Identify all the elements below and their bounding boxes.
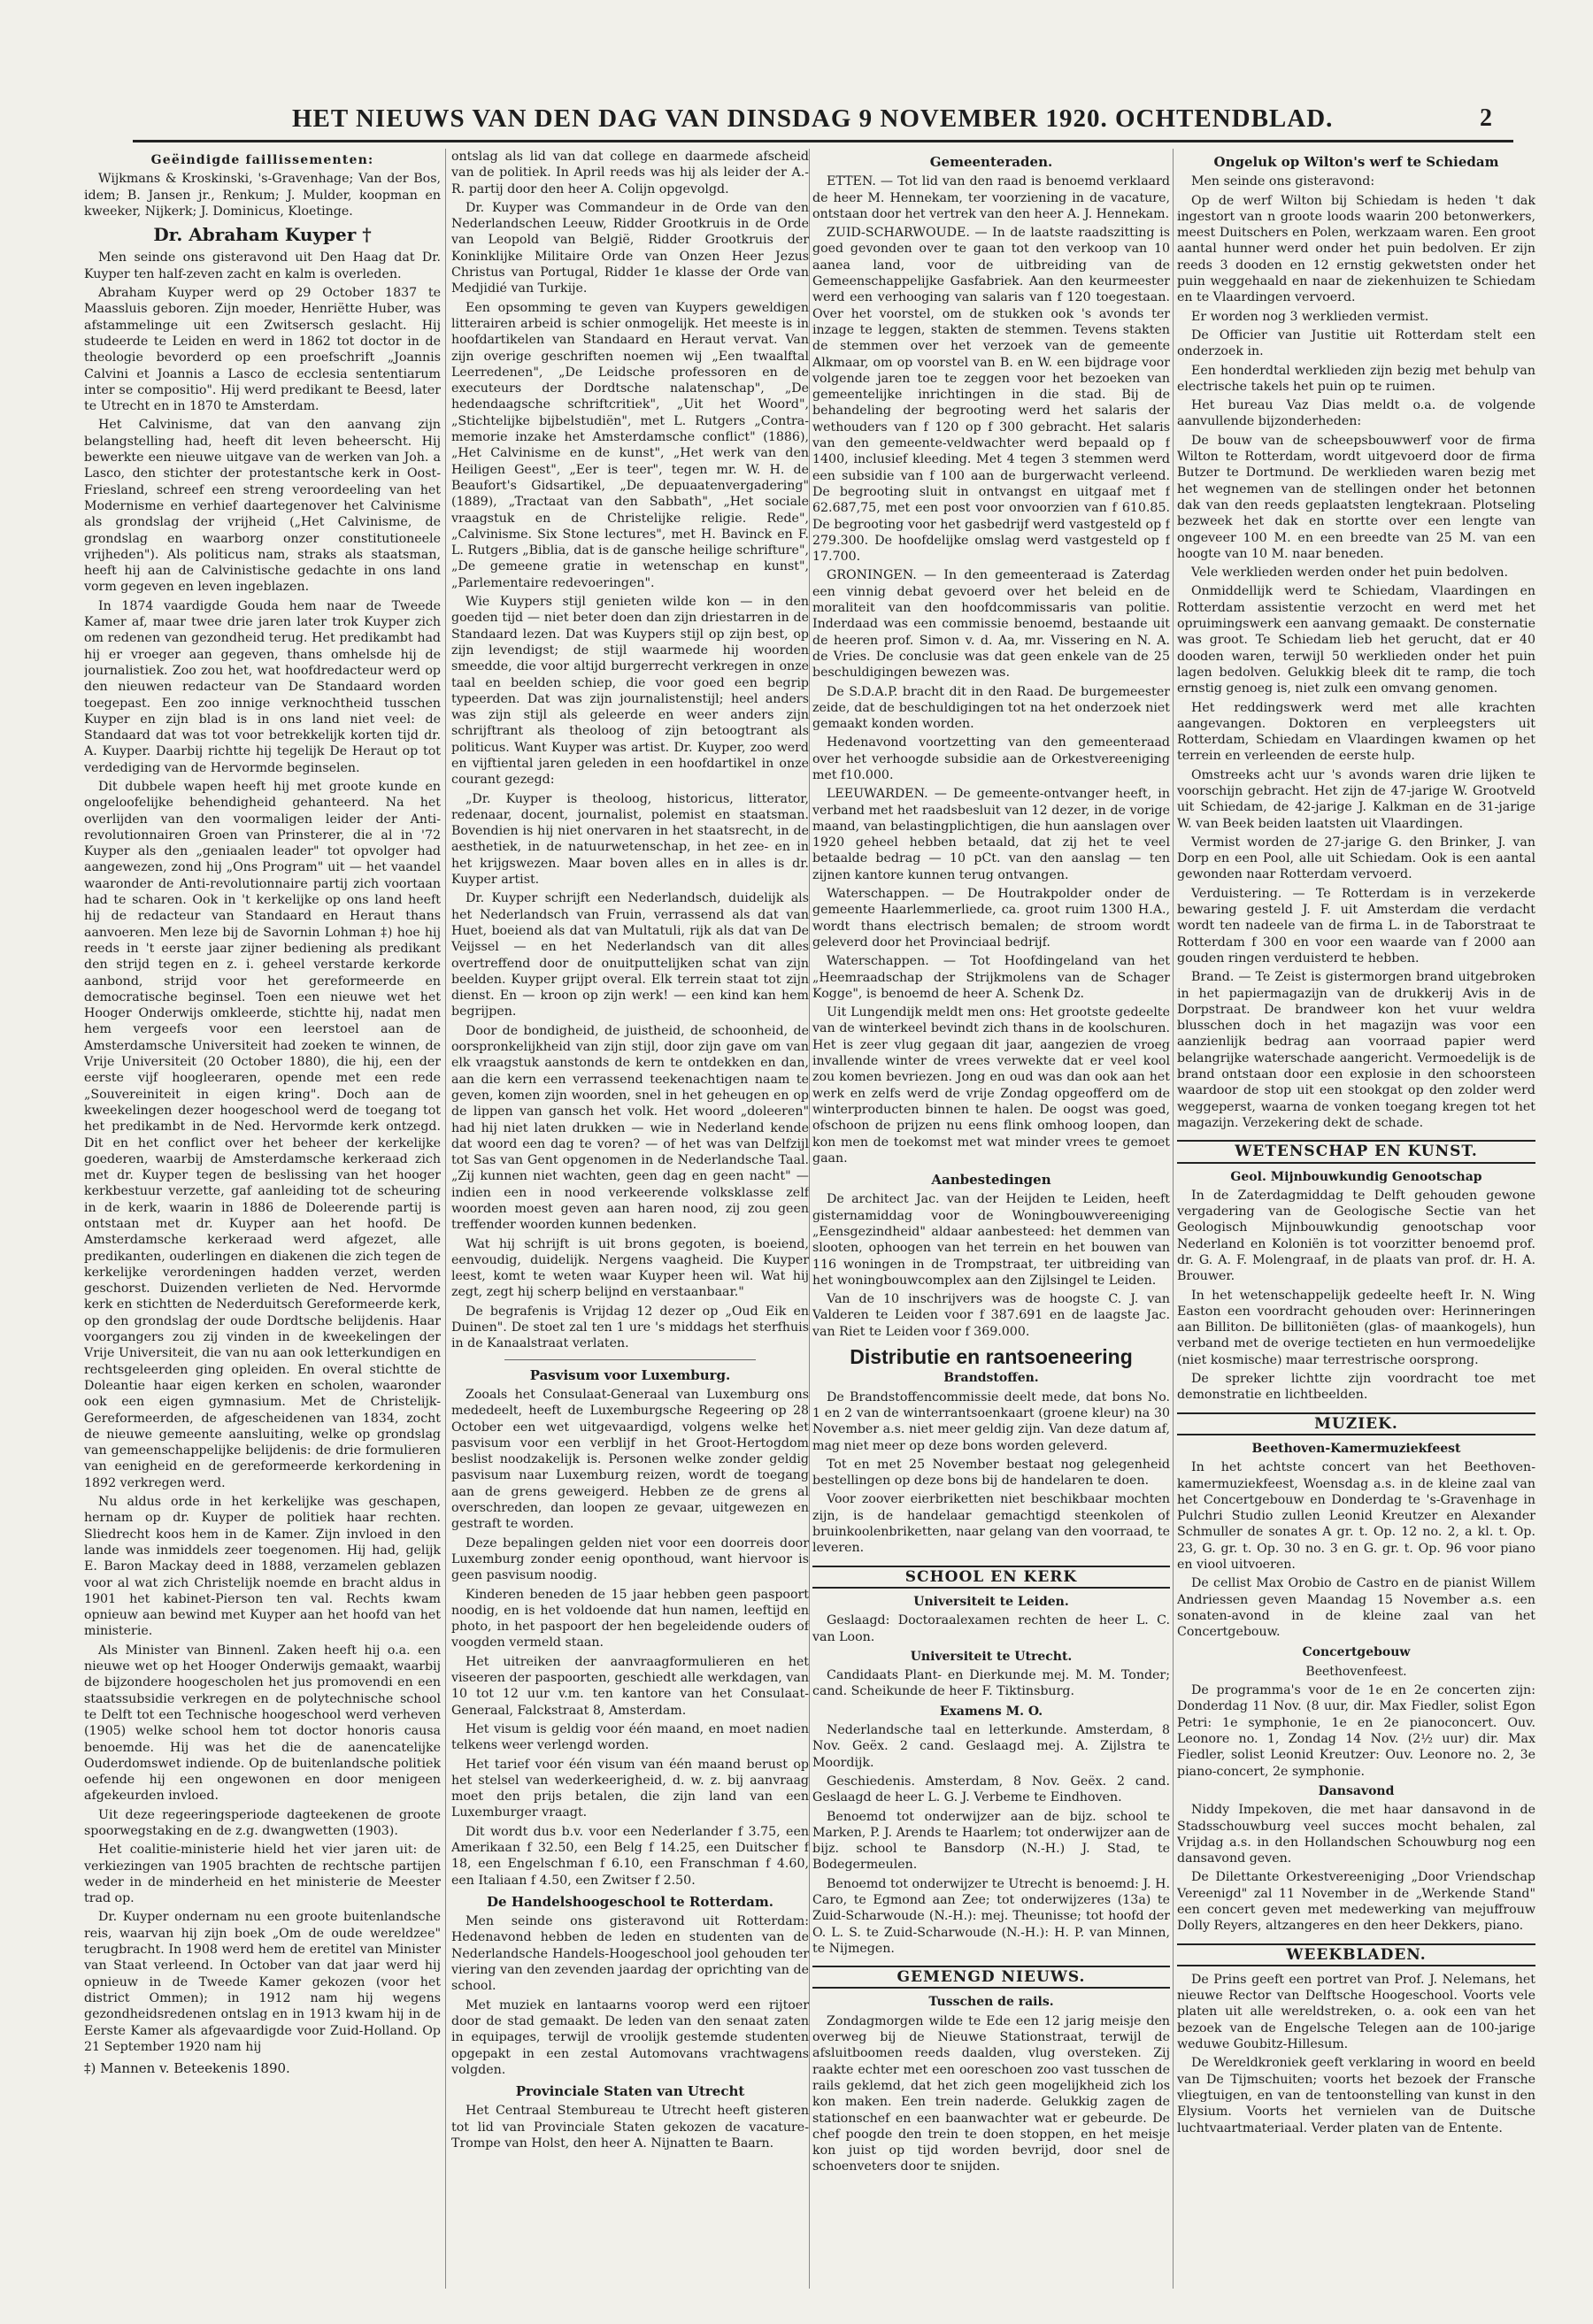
paragraph: De Prins geeft een portret van Prof. J. Nelemans, het nieuwe Rector van Delftsche Hoogeschool. Voorts vele platen uit alle wereldstreken, o. a. ook een van het bezoek van de Engelsche Telegen aan de 100-jarige weduwe Goubitz-Hillesum. [1177,1972,1535,2052]
paragraph: Een honderdtal werklieden zijn bezig met behulp van electrische takels het puin op te ruimen. [1177,363,1535,394]
paragraph: ETTEN. — Tot lid van den raad is benoemd verklaard de heer M. Hennekam, ter voorziening in de vacature, ontstaan door het vertrek van den heer A. J. Hennekam. [812,174,1170,221]
column-3 [812,149,1170,2289]
paragraph: Verduistering. — Te Rotterdam is in verzekerde bewaring gesteld J. F. uit Amsterdam die verdacht wordt ten nadeele van de firma L. in de Taborstraat te Rotterdam f 300 en voor een waarde van f 2000 aan gouden ringen verduisterd te hebben. [1177,886,1535,966]
paragraph: Men seinde ons gisteravond uit Den Haag dat Dr. Kuyper ten half-zeven zacht en kalm is overleden. [84,250,441,281]
paragraph: De Dilettante Orkestvereeniging „Door Vriendschap Vereenigd" zal 11 November in de „Werkende Stand" een concert geven met medewerking van mejuffrouw Dolly Reyers, altzangeres en den heer Dekkers, piano. [1177,1870,1535,1934]
wilton-heading: Ongeluk op Wilton's werf te Schiedam [1213,154,1499,170]
aanbestedingen-heading: Aanbestedingen [931,1172,1051,1189]
gemengd-nieuws-heading: GEMENGD NIEUWS. [812,1966,1170,1989]
masthead-title: HET NIEUWS VAN DEN DAG VAN DINSDAG 9 NOVEMBER 1920. OCHTENDBLAD. [292,104,1334,133]
paragraph: Dit dubbele wapen heeft hij met groote kunde en ongeloofelijke behendigheid gehanteerd. Na het overlijden van den voormaligen leider der Anti-revolutionnairen Groen van Prinsterer, die al in '72 Kuyper als den „geniaalen leader" tot opvolger had aangewezen, zond hij „Ons Program" uit — het vaandel waaronder de Anti-revolutionnaire partij zich voortaan had te scharen. Ook in 't kerkelijke op ons land heeft hij de redacteur van Standaard en Heraut thans aanvoeren. Men leze bij de Savornin Lohman ‡) hoe hij reeds in 't eerste jaar zijner bediening als predikant den strijd tegen en z. i. geheel verstarde kerkorde aanbond, strijd voor het gereformeerde en democratische beginsel. Toen een nieuwe wet het Hooger Onderwijs omkleerde, stichtte hij, nadat men hem vergeefs voor een leerstoel aan de Amsterdamsche Universiteit had zoeken te winnen, de Vrije Universiteit (20 October 1880), die hij, een der eerste vijf hoogleeraren, opende met een rede „Souvereiniteit in eigen kring". Doch aan de kweekelingen dezer hoogeschool werd de toegang tot het predikambt in de Ned. Hervormde kerk ontzegd. Dit en het conflict over het beheer der kerkelijke goederen, waarbij de Amsterdamsche kerkeraad zich met dr. Kuyper tegen de beslissing van het hooger kerkbestuur verzette, gaf aanleiding tot de scheuring in de kerk, waarin in 1886 de Doleerende partij is ontstaan met dr. Kuyper aan het hoofd. De Amsterdamsche kerkeraad werd afgezet, alle predikanten, ouderlingen en diakenen die zich tegen de kerkelijke verordeningen hadden verzet, werden geschorst. Duizenden verlieten de Ned. Hervormde kerk en stichtten de Nederduitsch Gereformeerde kerk, op den grondslag der oude Dordtsche belijdenis. Haar voorgangers zou zij vinden in de kweekelingen der Vrije Universiteit, die van nu aan ook letterkundigen en rechtsgeleerden ging opleiden. En overal stichtte de Doleantie haar eigen kerken en scholen, waaronder ook een eigen gymnasium. Met de Christelijk-Gereformeerden, de afgescheidenen van 1834, zocht de nieuwe gemeente aansluiting, welke op grondslag van gemeenschappelijke belijdenis: de drie formulieren van eenigheid en de gereformeerde kerkordening in 1892 verkregen werd. [84,779,441,1490]
paragraph: Het reddingswerk werd met alle krachten aangevangen. Doktoren en verpleegsters uit Rotterdam, Schiedam en Vlaardingen kwamen op het terrein en verleenden de eerste hulp. [1177,700,1535,764]
paragraph: Deze bepalingen gelden niet voor een doorreis door Luxemburg zonder eenig oponthoud, want hiervoor is geen pasvisum noodig. [451,1535,809,1583]
paragraph: Een opsomming te geven van Kuypers geweldigen litterairen arbeid is schier onmogelijk. Het meeste is in hoofdartikelen van Standaard en Heraut vervat. Van zijn overige geschriften noemen wij „Een twaalftal Leerredenen", „De Leidsche professoren en de executeurs der Dordtsche nalatenschap", „De hedendaagsche schriftcritiek", „Uit het Woord", „Stichtelijke bijbelstudiën", met L. Rutgers „Contra-memorie inzake het Amsterdamsche conflict" (1886), „Het Calvinisme en de kunst", „Het werk van den Heiligen Geest", „Eer is teer", tegen mr. W. H. de Beaufort's Gidsartikel, „De depuaatenvergadering" (1889), „Tractaat van den Sabbath", „Het sociale vraagstuk en de Christelijke religie. Rede", „Calvinisme. Six Stone lectures", met H. Bavinck en F. L. Rutgers „Biblia, dat is de gansche heilige schrifture", „De gemeene gratie in wetenschap en kunst", „Parlementaire redevoeringen". [451,300,809,590]
luxemburg-heading: Pasvisum voor Luxemburg. [529,1366,731,1383]
paragraph: De S.D.A.P. bracht dit in den Raad. De burgemeester zeide, dat de beschuldigingen tot na het onderzoek niet gemaakt konden worden. [812,684,1170,732]
paragraph: Dr. Kuyper ondernam nu een groote buitenlandsche reis, waarvan hij zijn boek „Om de oude wereldzee" terugbracht. In 1908 werd hem de eretitel van Minister van Staat verleend. In October van dat jaar werd hij opnieuw in de Tweede Kamer gekozen (voor het district Ommen); in 1912 nam hij wegens gezondheidsredenen ontslag en in 1913 kwam hij in de Eerste Kamer als afgevaardigde voor Zuid-Holland. Op 21 September 1920 nam hij [84,1910,441,2054]
concertgebouw-subheading: Concertgebouw [1302,1644,1411,1659]
paragraph: Brand. — Te Zeist is gistermorgen brand uitgebroken in het papiermagazijn van de drukkerij Avis in de Dorpstraat. De brandweer kon het vuur weldra blusschen doch in het magazijn was voor een aanzienlijk bedrag aan voorraad papier werd belangrijke waterschade aangericht. Vermoedelijk is de brand ontstaan door een explosie in den schoorsteen waardoor de stop uit een stookgat op den zolder werd weggeperst, waarna de vonken toegang kregen tot het magazijn. Verzekering dekt de schade. [1177,970,1535,1130]
paragraph: Omstreeks acht uur 's avonds waren drie lijken te voorschijn gebracht. Het zijn de 47-jarige W. Grootveld uit Schiedam, de 42-jarige J. Kalkman en de 31-jarige W. van Beek beiden laatsten uit Vlaardingen. [1177,767,1535,831]
beethoven-subheading: Beethoven-Kamermuziekfeest [1251,1441,1461,1456]
paragraph: LEEUWARDEN. — De gemeente-ontvanger heeft, in verband met het raadsbesluit van 12 dezer, in de vorige maand, van belastingplichtigen, die hun aanslagen over 1920 geheel hebben betaald, dat zij het te veel betaalde bedrag — 10 pCt. van den aanslag — ten zijnen kantore kunnen terug ontvangen. [812,787,1170,882]
paragraph: Er worden nog 3 werklieden vermist. [1191,309,1429,324]
paragraph: Onmiddellijk werd te Schiedam, Vlaardingen en Rotterdam assistentie verzocht en werd met het opruimingswerk een aanvang gemaakt. De consternatie was groot. Te Schiedam lieb het gerucht, dat er 40 dooden waren, terwijl 50 werklieden onder het puin lagen bedolven. Gelukkig bleek dit te ramp, die toch ernstig genoeg is, niet zulk een omvang genomen. [1177,584,1535,696]
paragraph: De Brandstoffencommissie deelt mede, dat bons No. 1 en 2 van de winterrantsoenkaart (groene kleur) na 30 November a.s. niet meer geldig zijn. Van deze datum af, mag niet meer op deze bons worden geleverd. [812,1389,1170,1453]
paragraph: Het visum is geldig voor één maand, en moet nadien telkens weer verlengd worden. [451,1721,809,1753]
distributie-heading: Distributie en rantsoeneering [850,1345,1133,1369]
column-4 [1177,149,1535,2289]
beethovenfeest-subheading: Beethovenfeest. [1305,1664,1407,1679]
weekbladen-heading: WEEKBLADEN. [1177,1943,1535,1966]
brandstoffen-subheading: Brandstoffen. [943,1371,1039,1386]
paragraph: De Officier van Justitie uit Rotterdam stelt een onderzoek in. [1177,327,1535,359]
paragraph: Dit wordt dus b.v. voor een Nederlander f 3.75, een Amerikaan f 32.50, een Belg f 14.25, een Duitscher f 18, een Engelschman f 6.10, een Franschman f 4.60, een Italiaan f 4.50, een Zwitser f 2.50. [451,1824,809,1888]
paragraph: Zooals het Consulaat-Generaal van Luxemburg ons mededeelt, heeft de Luxemburgsche Regeering op 28 October een wet uitgevaardigd, volgens welke het pasvisum voor een verblijf in het Groot-Hertogdom beslist noodzakelijk is. Personen welke zonder geldig pasvisum naar Luxemburg reizen, wordt de toegang aan de grens geweigerd. Hebben ze de grens al overschreden, dan loopen ze gevaar, uitgewezen en gestraft te worden. [451,1387,809,1532]
geol-genootschap-subheading: Geol. Mijnbouwkundig Genootschap [1230,1169,1482,1184]
handelshoogeschool-heading: De Handelshoogeschool te Rotterdam. [487,1893,773,1910]
paragraph: De bouw van de scheepsbouwwerf voor de firma Wilton te Rotterdam, wordt uitgevoerd door de firma Butzer te Dortmund. De werklieden waren bezig met het wegnemen van de stellingen onder het betonnen dak van den reeds geplaatsten lengtekraan. Plotseling bezweek het dak en stortte over een lengte van ongeveer 100 M. en een breedte van 25 M. van een hoogte van 10 M. naar beneden. [1177,433,1535,561]
school-en-kerk-heading: SCHOOL EN KERK [812,1566,1170,1589]
paragraph: Door de bondigheid, de juistheid, de schoonheid, de oorspronkelijkheid van zijn stijl, door zijn gave om van elk vraagstuk aanstonds de kern te ontdekken en dan, aan die kern een verrassend teekenachtigen naam te geven, komen zijn woorden, snel in het geheugen en op de lippen van gansch het volk. Het woord „doleeren" had hij niet laten drukken — wie in Nederland kende dat woord een dag te voren? — of het was van Delfzijl tot Sas van Gent opgenomen in de Nederlandsche Taal. „Zij kunnen niet wachten, geen dag en geen nacht" — indien een in nood verkeerende volksklasse zelf woorden moest geven aan haren nood, zij zou geen treffender woorden kunnen bedenken. [451,1023,809,1233]
paragraph: Benoemd tot onderwijzer te Utrecht is benoemd: J. H. Caro, te Egmond aan Zee; tot onderwijzeres (13a) te Zuid-Scharwoude (N.-H.): mej. Theunisse; tot hoofd der O. L. S. te Zuid-Scharwoude (N.-H.): H. P. van Minnen, te Nijmegen. [812,1876,1170,1956]
paragraph: Nederlandsche taal en letterkunde. Amsterdam, 8 Nov. Geëx. 2 cand. Geslaagd mej. A. Zijlstra te Moordijk. [812,1723,1170,1770]
paragraph: Het Calvinisme, dat van den aanvang zijn belangstelling had, heeft dit leven beheerscht. Hij bewerkte een nieuwe uitgave van de werken van Joh. a Lasco, den stichter der protestantsche kerk in Oost-Friesland, schreef een streng veroordeeling van het Modernisme en verhief daartegenover het Calvinisme als grondslag der vrijheid („Het Calvinisme, de grondslag en waarborg onzer constitutioneele vrijheden"). Als politicus nam, straks als staatsman, heeft hij aan de Calvinistische gedachte in ons land vorm gegeven en leven ingeblazen. [84,418,441,595]
paragraph: Het Centraal Stembureau te Utrecht heeft gisteren tot lid van Provinciale Staten gekozen de vacature-Trompe van Holst, den heer A. Nijnatten te Baarn. [451,2104,809,2151]
paragraph: De spreker lichtte zijn voordracht toe met demonstratie en lichtbeelden. [1177,1372,1535,1403]
paragraph: Op de werf Wilton bij Schiedam is heden 't dak ingestort van n groote loods waarin 200 betonwerkers, meest Duitschers en Polen, werkzaam waren. Een groot aantal hunner werd onder het puin bedolven. Er zijn reeds 3 dooden en 12 ernstig gekwetsten onder het puin weggehaald en naar de ziekenhuizen te Schiedam en te Vlaardingen vervoerd. [1177,193,1535,305]
column-rule [1173,149,1174,2289]
paragraph: Niddy Impekoven, die met haar dansavond in de Stadsschouwburg veel succes mocht behalen, zal Vrijdag a.s. in den Hollandschen Schouwburg nog een dansavond geven. [1177,1803,1535,1866]
muziek-heading: MUZIEK. [1177,1412,1535,1435]
paragraph: De programma's voor de 1e en 2e concerten zijn: Donderdag 11 Nov. (8 uur, dir. Max Fiedler, solist Egon Petri: 1e symphonie, 1e en 2e pianoconcert. Ouv. Leonore no. 1, Zondag 14 Nov. (2½ uur) dir. Max Fiedler, solist Leonid Kreutzer: Ouv. Leonore no. 2, 3e piano-concert, 2e symphonie. [1177,1683,1535,1779]
column-rule [809,149,810,2289]
paragraph: De cellist Max Orobio de Castro en de pianist Willem Andriessen geven Maandag 15 November a.s. een sonaten-avond in de kleine zaal van het Concertgebouw. [1177,1576,1535,1640]
paragraph: Uit Lungendijk meldt men ons: Het grootste gedeelte van de winterkeel bevindt zich thans in de koolschuren. Het is zeer vlug gegaan dit jaar, aangezien de vroeg invallende winter de vrees verwekte dat er veel kool zou komen bevriezen. Jong en oud was dan ook aan het werk en zelfs werd de vrije Zondag opgeofferd om de winterproducten binnen te halen. De oogst was goed, ofschoon de prijzen nu eens flink omhoog loopen, dan kon men de toekomst met wat minder vrees te gemoet gaan. [812,1005,1170,1166]
column-2 [451,149,809,2289]
paragraph: Het uitreiken der aanvraagformulieren en het viseeren der paspoorten, geschiedt alle werkdagen, van 10 tot 12 uur v.m. ten kantore van het Consulaat-Generaal, Falckstraat 8, Amsterdam. [451,1654,809,1718]
page-number: 2 [1480,104,1492,132]
gemeenteraden-heading: Gemeenteraden. [929,154,1053,170]
paragraph: Zondagmorgen wilde te Ede een 12 jarig meisje den overweg bij de Nieuwe Stationstraat, terwijl de afsluitboomen reeds daalden, vlug oversteken. Zij raakte echter met een ooreschoen zoo vast tusschen de rails geklemd, dat het zich geen mogelijkheid zich los kon maken. Een trein naderde. Gelukkig zagen de stationschef en een baanwachter wat er gebeurde. De chef poogde den trein te doen stoppen, en het meisje kon juist op tijd worden bevrijd, door snel de schoenveters door te snijden. [812,2013,1170,2174]
kuyper-heading: Dr. Abraham Kuyper † [153,224,372,246]
faillissementen-text: Wijkmans & Kroskinski, 's-Gravenhage; Van der Bos, idem; B. Jansen jr., Renkum; J. Mulder, koopman en kweeker, Nijkerk; J. Dominicus, Kloetinge. [84,172,441,219]
paragraph: Waterschappen. — De Houtrakpolder onder de gemeente Haarlemmerliede, ca. groot ruim 1300 H.A., wordt thans electrisch bemalen; de stroom wordt geleverd door het Provinciaal bedrijf. [812,887,1170,950]
paragraph: Dr. Kuyper schrijft een Nederlandsch, duidelijk als het Nederlandsch van Fruin, verrassend als dat van Huet, boeiend als dat van Multatuli, rijk als dat van De Veijssel — en het Nederlandsch van dit alles overtreffend door de onuitputtelijken schat van zijn beelden. Kuyper grijpt overal. Elk terrein staat tot zijn dienst. En — kroon op zijn werk! — een kind kan hem begrijpen. [451,891,809,1020]
column-1 [84,149,441,2289]
paragraph: Candidaats Plant- en Dierkunde mej. M. M. Tonder; cand. Scheikunde de heer F. Tiktinsburg. [812,1668,1170,1699]
dansavond-subheading: Dansavond [1318,1783,1395,1798]
paragraph: Geslaagd: Doctoraalexamen rechten de heer L. C. van Loon. [812,1613,1170,1644]
paragraph: ontslag als lid van dat college en daarmede afscheid van de politiek. In April reeds was hij als leider der A.-R. partij door den heer A. Colijn opgevolgd. [451,150,809,196]
paragraph: Nu aldus orde in het kerkelijke was geschapen, hernam op dr. Kuyper de politiek haar rechten. Sliedrecht koos hem in de Kamer. Zijn invloed in den lande was inmiddels zeer toegenomen. Hij had, gelijk E. Baron Mackay deed in 1888, verzamelen geblazen voor al wat zich Christelijk noemde en bracht aldus in 1901 het kabinet-Pierson ten val. Rechts kwam opnieuw aan bewind met Kuyper aan het hoofd van het ministerie. [84,1495,441,1639]
divider [504,1359,756,1360]
paragraph: Vermist worden de 27-jarige G. den Brinker, J. van Dorp en een Pool, alle uit Schiedam. Ook is een aantal gewonden naar Rotterdam vervoerd. [1177,835,1535,882]
paragraph: In de Zaterdagmiddag te Delft gehouden gewone vergadering van de Geologische Sectie van het Geologisch Mijnbouwkundig genootschap voor Nederland en Koloniën is tot voorzitter benoemd prof. dr. G. A. F. Molengraaf, in de plaats van prof. dr. H. A. Brouwer. [1177,1188,1535,1284]
paragraph: In 1874 vaardigde Gouda hem naar de Tweede Kamer af, maar twee drie jaren later trok Kuyper zich om redenen van gezondheid terug. Het predikambt had hij er vroeger aan gegeven, thans omhelsde hij de journalistiek. Zoo zou het, wat hoofdredacteur werd op den nieuwen redacteur van De Standaard worden toegepast. Een zoo innige verknochtheid tusschen Kuyper en zijn blad is in ons land niet veel: de Standaard dat was tot voor betrekkelijk korten tijd dr. A. Kuyper. Daarbij richtte hij tegelijk De Heraut op tot verdediging van de Hervormde beginselen. [84,598,441,775]
paragraph: Kinderen beneden de 15 jaar hebben geen paspoort noodig, en is het voldoende dat hun namen, leeftijd en photo, in het paspoort der hen begeleidende ouders of voogden vermeld staan. [451,1587,809,1651]
universiteit-utrecht-subheading: Universiteit te Utrecht. [910,1649,1073,1664]
footnote: ‡) Mannen v. Beteekenis 1890. [84,2060,290,2077]
paragraph: Het tarief voor één visum van één maand berust op het stelsel van wederkeerigheid, d. w. z. bij aanvraag moet den prijs betalen, die zijn land van een Luxemburger vraagt. [451,1757,809,1820]
paragraph: Men seinde ons gisteravond uit Rotterdam: Hedenavond hebben de leden en studenten van de Nederlandsche Handels-Hoogeschool jool gehouden ter viering van den zevenden jaardag der oprichting van de school. [451,1914,809,1994]
masthead [133,104,1513,142]
faillissementen-heading: Geëindigde faillissementen: [150,153,374,167]
tusschen-de-rails-subheading: Tusschen de rails. [928,1995,1054,2010]
paragraph: „Dr. Kuyper is theoloog, historicus, litterator, redenaar, docent, journalist, polemist en staatsman. Bovendien is hij niet onervaren in het staatsrecht, in de aesthetiek, in de natuurwetenschap, in het zee- en in het krijgswezen. Maar boven alles en in alles is dr. Kuyper artist. [451,791,809,888]
paragraph: Men seinde ons gisteravond: [1191,174,1375,189]
paragraph: De architect Jac. van der Heijden te Leiden, heeft gisternamiddag voor de Woningbouwvereeniging „Eensgezindheid" aldaar aanbesteed: het demmen van slooten, ophoogen van het terrein en het bouwen van 116 woningen in de Trompstraat, ter uitbreiding van het woningbouwcomplex aan den Zijlsingel te Leiden. [812,1192,1170,1288]
paragraph: GRONINGEN. — In den gemeenteraad is Zaterdag een vinnig debat gevoerd over het beleid en de moraliteit van den hoofdcommissaris van politie. Inderdaad was een commissie benoemd, bestaande uit de heeren prof. Simon v. d. Aa, mr. Vissering en N. A. de Vries. De conclusie was dat geen enkele van de 25 beschuldigingen bewezen was. [812,568,1170,681]
paragraph: Voor zoover eierbriketten niet beschikbaar mochten zijn, is de handelaar gemachtigd steenkolen of bruinkoolenbriketten, naar gelang van den voorraad, te leveren. [812,1492,1170,1556]
paragraph: Van de 10 inschrijvers was de hoogste C. J. van Valderen te Leiden voor f 387.691 en de laagste Jac. van Riet te Leiden voor f 369.000. [812,1292,1170,1339]
paragraph: Wat hij schrijft is uit brons gegoten, is boeiend, eenvoudig, duidelijk. Nergens vaagheid. Die Kuyper leest, komt te weten waar Kuyper heen wil. Wat hij zegt, zegt hij scherp belijnd en verstaanbaar." [451,1236,809,1300]
paragraph: Hedenavond voortzetting van den gemeenteraad over het verhoogde subsidie aan de Orkestvereeniging met f10.000. [812,735,1170,782]
wetenschap-en-kunst-heading: WETENSCHAP EN KUNST. [1177,1140,1535,1163]
paragraph: Het bureau Vaz Dias meldt o.a. de volgende aanvullende bijzonderheden: [1177,398,1535,429]
examens-subheading: Examens M. O. [939,1704,1043,1719]
paragraph: Geschiedenis. Amsterdam, 8 Nov. Geëx. 2 cand. Geslaagd de heer L. G. J. Verbeme te Eindhoven. [812,1774,1170,1805]
paragraph: Met muziek en lantaarns voorop werd een rijtoer door de stad gemaakt. De leden van den senaat zaten in equipages, terwijl de vroolijk gestemde studenten opgepakt in een zestal Automovans vrachtwagens volgden. [451,1997,809,2077]
provinciale-staten-heading: Provinciale Staten van Utrecht [515,2083,745,2100]
paragraph: In het wetenschappelijk gedeelte heeft Ir. N. Wing Easton een voordracht gehouden over: Herinneringen aan Billiton. De billitoniëten (glas- of maankogels), hun verband met de overige tectieten en hun vermoedelijke (niet kosmische) maar terrestrische oorsprong. [1177,1288,1535,1367]
paragraph: Tot en met 25 November bestaat nog gelegenheid bestellingen op deze bons bij de handelaren te doen. [812,1457,1170,1489]
paragraph: Uit deze regeeringsperiode dagteekenen de groote spoorwegstaking en de z.g. dwangwetten (1903). [84,1807,441,1838]
paragraph: Het coalitie-ministerie hield het vier jaren uit: de verkiezingen van 1905 brachten de rechtsche partijen weder in de minderheid en het ministerie de Meester trad op. [84,1843,441,1906]
paragraph: De Wereldkroniek geeft verklaring in woord en beeld van De Tijmschuiten; voorts het bezoek der Fransche vliegtuigen, en van de tentoonstelling van kunst in den Elysium. Voorts het vernielen van de Duitsche luchtvaartmateriaal. Verder platen van de Entente. [1177,2056,1535,2135]
paragraph: Waterschappen. — Tot Hoofdingeland van het „Heemraadschap der Strijkmolens van de Schager Kogge", is benoemd de heer A. Schenk Dz. [812,954,1170,1001]
paragraph: Benoemd tot onderwijzer aan de bijz. school te Marken, P. J. Arends te Haarlem; tot onderwijzer aan de bijz. school te Bansdorp (N.-H.) J. Stad, te Bodegermeulen. [812,1809,1170,1873]
paragraph: Abraham Kuyper werd op 29 October 1837 te Maassluis geboren. Zijn moeder, Henriëtte Huber, was afstammelinge uit een Zwitsersch geslacht. Hij studeerde te Leiden en werd in 1862 tot doctor in de theologie bevorderd op een proefschrift „Joannis Calvini et Joannis a Lasco de ecclesia sententiarum inter se compositio". Hij werd predikant te Beesd, later te Utrecht en in 1870 te Amsterdam. [84,286,441,414]
paragraph: Wie Kuypers stijl genieten wilde kon — in den goeden tijd — niet beter doen dan zijn driestarren in de Standaard lezen. Dat was Kuypers stijl op zijn best, op zijn levendigst; de stijl waarmede hij woorden smeedde, die voor altijd burgerrecht verkregen in onze taal en beelden schiep, die voor goed een begrip typeerden. Dat was zijn journalistenstijl; heel anders was zijn stijl als geleerde en weer anders zijn schrijftrant als theoloog of zijn betoogtrant als politicus. Want Kuyper was artist. Dr. Kuyper, zoo werd en vijftiental jaren geleden in een hoofdartikel in onze courant gezegd: [451,595,809,788]
paragraph: In het achtste concert van het Beethoven-kamermuziekfeest, Woensdag a.s. in de kleine zaal van het Concertgebouw en Donderdag te 's-Gravenhage in Pulchri Studio zullen Leonid Kreutzer en Alexander Schmuller de sonates A gr. t. Op. 12 no. 2, a kl. t. Op. 23, G. gr. t. Op. 30 no. 3 en G. gr. t. Op. 96 voor piano en viool uitvoeren. [1177,1460,1535,1573]
universiteit-leiden-subheading: Universiteit te Leiden. [913,1594,1069,1609]
column-rule [445,149,446,2289]
paragraph: ZUID-SCHARWOUDE. — In de laatste raadszitting is goed gevonden over te gaan tot den verkoop van 10 aanea land, voor de uitbreiding van de Gemeenschappelijke Gasfabriek. Aan den keurmeester werd een verhooging van salaris van f 120 toegestaan. Over het voorstel, om de stukken ook 's avonds ter inzage te leggen, stakten de stemmen. Tevens stakten de stemmen over het verzoek van de gemeente Alkmaar, om op voorstel van B. en W. een bijdrage voor volgende jaren toe te zeggen voor het bezoeken van gemeentelijke inrichtingen in die stad. Bij de behandeling der begrooting werd het salaris der wethouders van f 120 op f 300 gebracht. Het salaris van den gemeente-veldwachter werd bepaald op f 1400, inclusief kleeding. Met 4 tegen 3 stemmen werd een subsidie van f 100 aan de burgerwacht verleend. De begrooting sluit in ontvangst en uitgaaf met f 62.687,75, met een post voor onvoorzien van f 610.85. De begrooting voor het gasbedrijf werd vastgesteld op f 279.300. De hoofdelijke omslag werd vastgesteld op f 17.700. [812,226,1170,565]
paragraph: Vele werklieden werden onder het puin bedolven. [1191,566,1509,581]
paragraph: De begrafenis is Vrijdag 12 dezer op „Oud Eik en Duinen". De stoet zal ten 1 ure 's middags het sterfhuis in de Kanaalstraat verlaten. [451,1304,809,1351]
paragraph: Als Minister van Binnenl. Zaken heeft hij o.a. een nieuwe wet op het Hooger Onderwijs gemaakt, waarbij de bijzondere hoogescholen het jus promovendi en een staatssubsidie verkregen en de polytechnische school te Delft tot een Technische hoogeschool werd verheven (1905) welke school hem tot doctor honoris causa benoemde. Hij was het die de aanencatelijke Ouderdomswet indiende. Op de buitenlandsche politiek oefende hij een ongewonen en door menigeen afgekeurden invloed. [84,1643,441,1804]
paragraph: Dr. Kuyper was Commandeur in de Orde van den Nederlandschen Leeuw, Ridder Grootkruis in de Orde van Leopold van België, Ridder Grootkruis der Koninklijke Militaire Orde van Onzen Heer Jezus Christus van Portugal, Ridder 1e klasse der Orde van Medjidié van Turkije. [451,200,809,296]
